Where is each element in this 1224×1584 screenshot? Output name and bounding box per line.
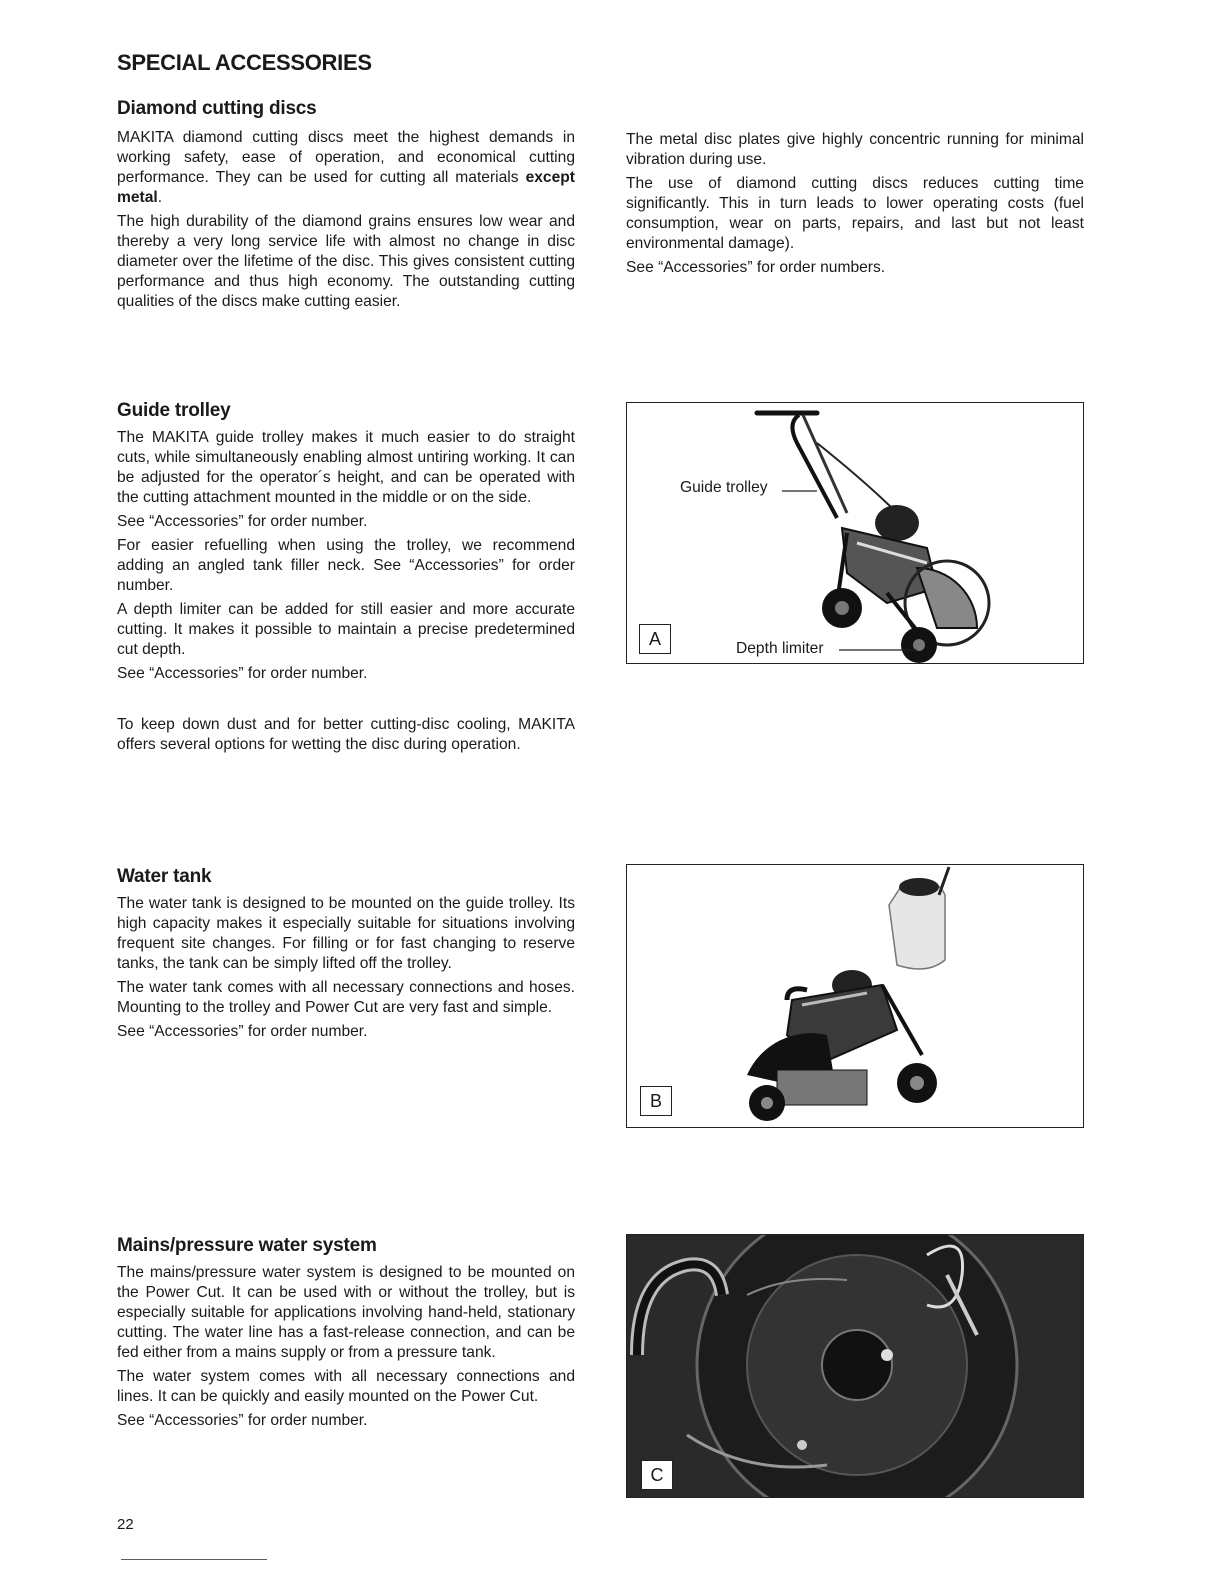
diamond-right-column [626, 130, 1084, 282]
callout-guide-trolley: Guide trolley [680, 479, 768, 496]
mains-heading: Mains/pressure water system [117, 1235, 377, 1256]
watertank-heading: Water tank [117, 866, 212, 887]
mains-paragraph-3: See “Accessories” for order number. [117, 1412, 368, 1429]
watertank-paragraph-1: The water tank is designed to be mounted on the guide trolley. Its high capacity makes it especially suitable for situations involving frequent site changes. For filling or for fast changing to reserve tanks, the tank can be simply lifted off the trolley. [117, 895, 575, 972]
watertank-paragraph-2: The water tank comes with all necessary connections and hoses. Mounting to the trolley and Power Cut are very fast and simple. [117, 979, 575, 1016]
trolley-column [117, 428, 575, 688]
figure-b-letter: B [640, 1086, 672, 1116]
diamond-left-column [117, 128, 575, 316]
page-title: SPECIAL ACCESSORIES [117, 50, 372, 75]
mains-system-illustration [627, 1235, 1083, 1497]
trolley-paragraph-2: See “Accessories” for order number. [117, 513, 368, 530]
diamond-paragraph-4: The use of diamond cutting discs reduces cutting time significantly. This in turn leads to lower operating costs (fuel consumption, wear on parts, repairs, and last but not least environmental damage). [626, 175, 1084, 252]
diamond-p1-end: . [157, 189, 163, 206]
figure-a-guide-trolley [626, 402, 1084, 664]
water-tank-illustration [627, 865, 1083, 1127]
wetting-column [117, 715, 575, 759]
watertank-column [117, 894, 575, 1046]
mains-column [117, 1263, 575, 1435]
diamond-paragraph-5: See “Accessories” for order numbers. [626, 259, 886, 276]
figure-b-water-tank [626, 864, 1084, 1128]
diamond-paragraph-3: The metal disc plates give highly concentric running for minimal vibration during use. [626, 131, 1084, 168]
mains-paragraph-2: The water system comes with all necessary connections and lines. It can be quickly and easily mounted on the Power Cut. [117, 1368, 575, 1405]
diamond-paragraph-2: The high durability of the diamond grains ensures low wear and thereby a very long service life with almost no change in disc diameter over the lifetime of the disc. This gives consistent cutting performance and thus high economy. The outstanding cutting qualities of the discs make cutting easier. [117, 213, 575, 310]
trolley-paragraph-4: A depth limiter can be added for still easier and more accurate cutting. It makes it possible to maintain a precise predetermined cut depth. [117, 601, 575, 658]
trolley-paragraph-3: For easier refuelling when using the trolley, we recommend adding an angled tank filler neck. See “Accessories” for order number. [117, 537, 575, 594]
diamond-heading: Diamond cutting discs [117, 98, 317, 119]
figure-c-mains-water-system [626, 1234, 1084, 1498]
figure-c-letter: C [641, 1460, 673, 1490]
diamond-paragraph-1 [117, 128, 575, 208]
diamond-p1-text: MAKITA diamond cutting discs meet the highest demands in working safety, ease of operation, and economical cutting performance. They can be used for cutting all materials [117, 129, 575, 186]
footer-rule [121, 1559, 267, 1560]
trolley-heading: Guide trolley [117, 400, 231, 421]
page-number: 22 [117, 1516, 134, 1533]
wetting-paragraph: To keep down dust and for better cutting-disc cooling, MAKITA offers several options for wetting the disc during operation. [117, 716, 575, 753]
trolley-paragraph-1: The MAKITA guide trolley makes it much easier to do straight cuts, while simultaneously enabling almost untiring working. It can be adjusted for the operator´s height, and can be operated with the cutting attachment mounted in the middle or on the side. [117, 429, 575, 506]
callout-depth-limiter: Depth limiter [736, 640, 824, 657]
mains-paragraph-1: The mains/pressure water system is designed to be mounted on the Power Cut. It can be used with or without the trolley, but is especially suitable for applications involving hand-held, stationary cutting. The water line has a fast-release connection, and can be fed either from a mains supply or from a pressure tank. [117, 1264, 575, 1361]
watertank-paragraph-3: See “Accessories” for order number. [117, 1023, 368, 1040]
trolley-illustration [627, 403, 1083, 663]
trolley-paragraph-5: See “Accessories” for order number. [117, 665, 368, 682]
diamond-p1-bold: except metal [117, 169, 575, 206]
figure-a-letter: A [639, 624, 671, 654]
